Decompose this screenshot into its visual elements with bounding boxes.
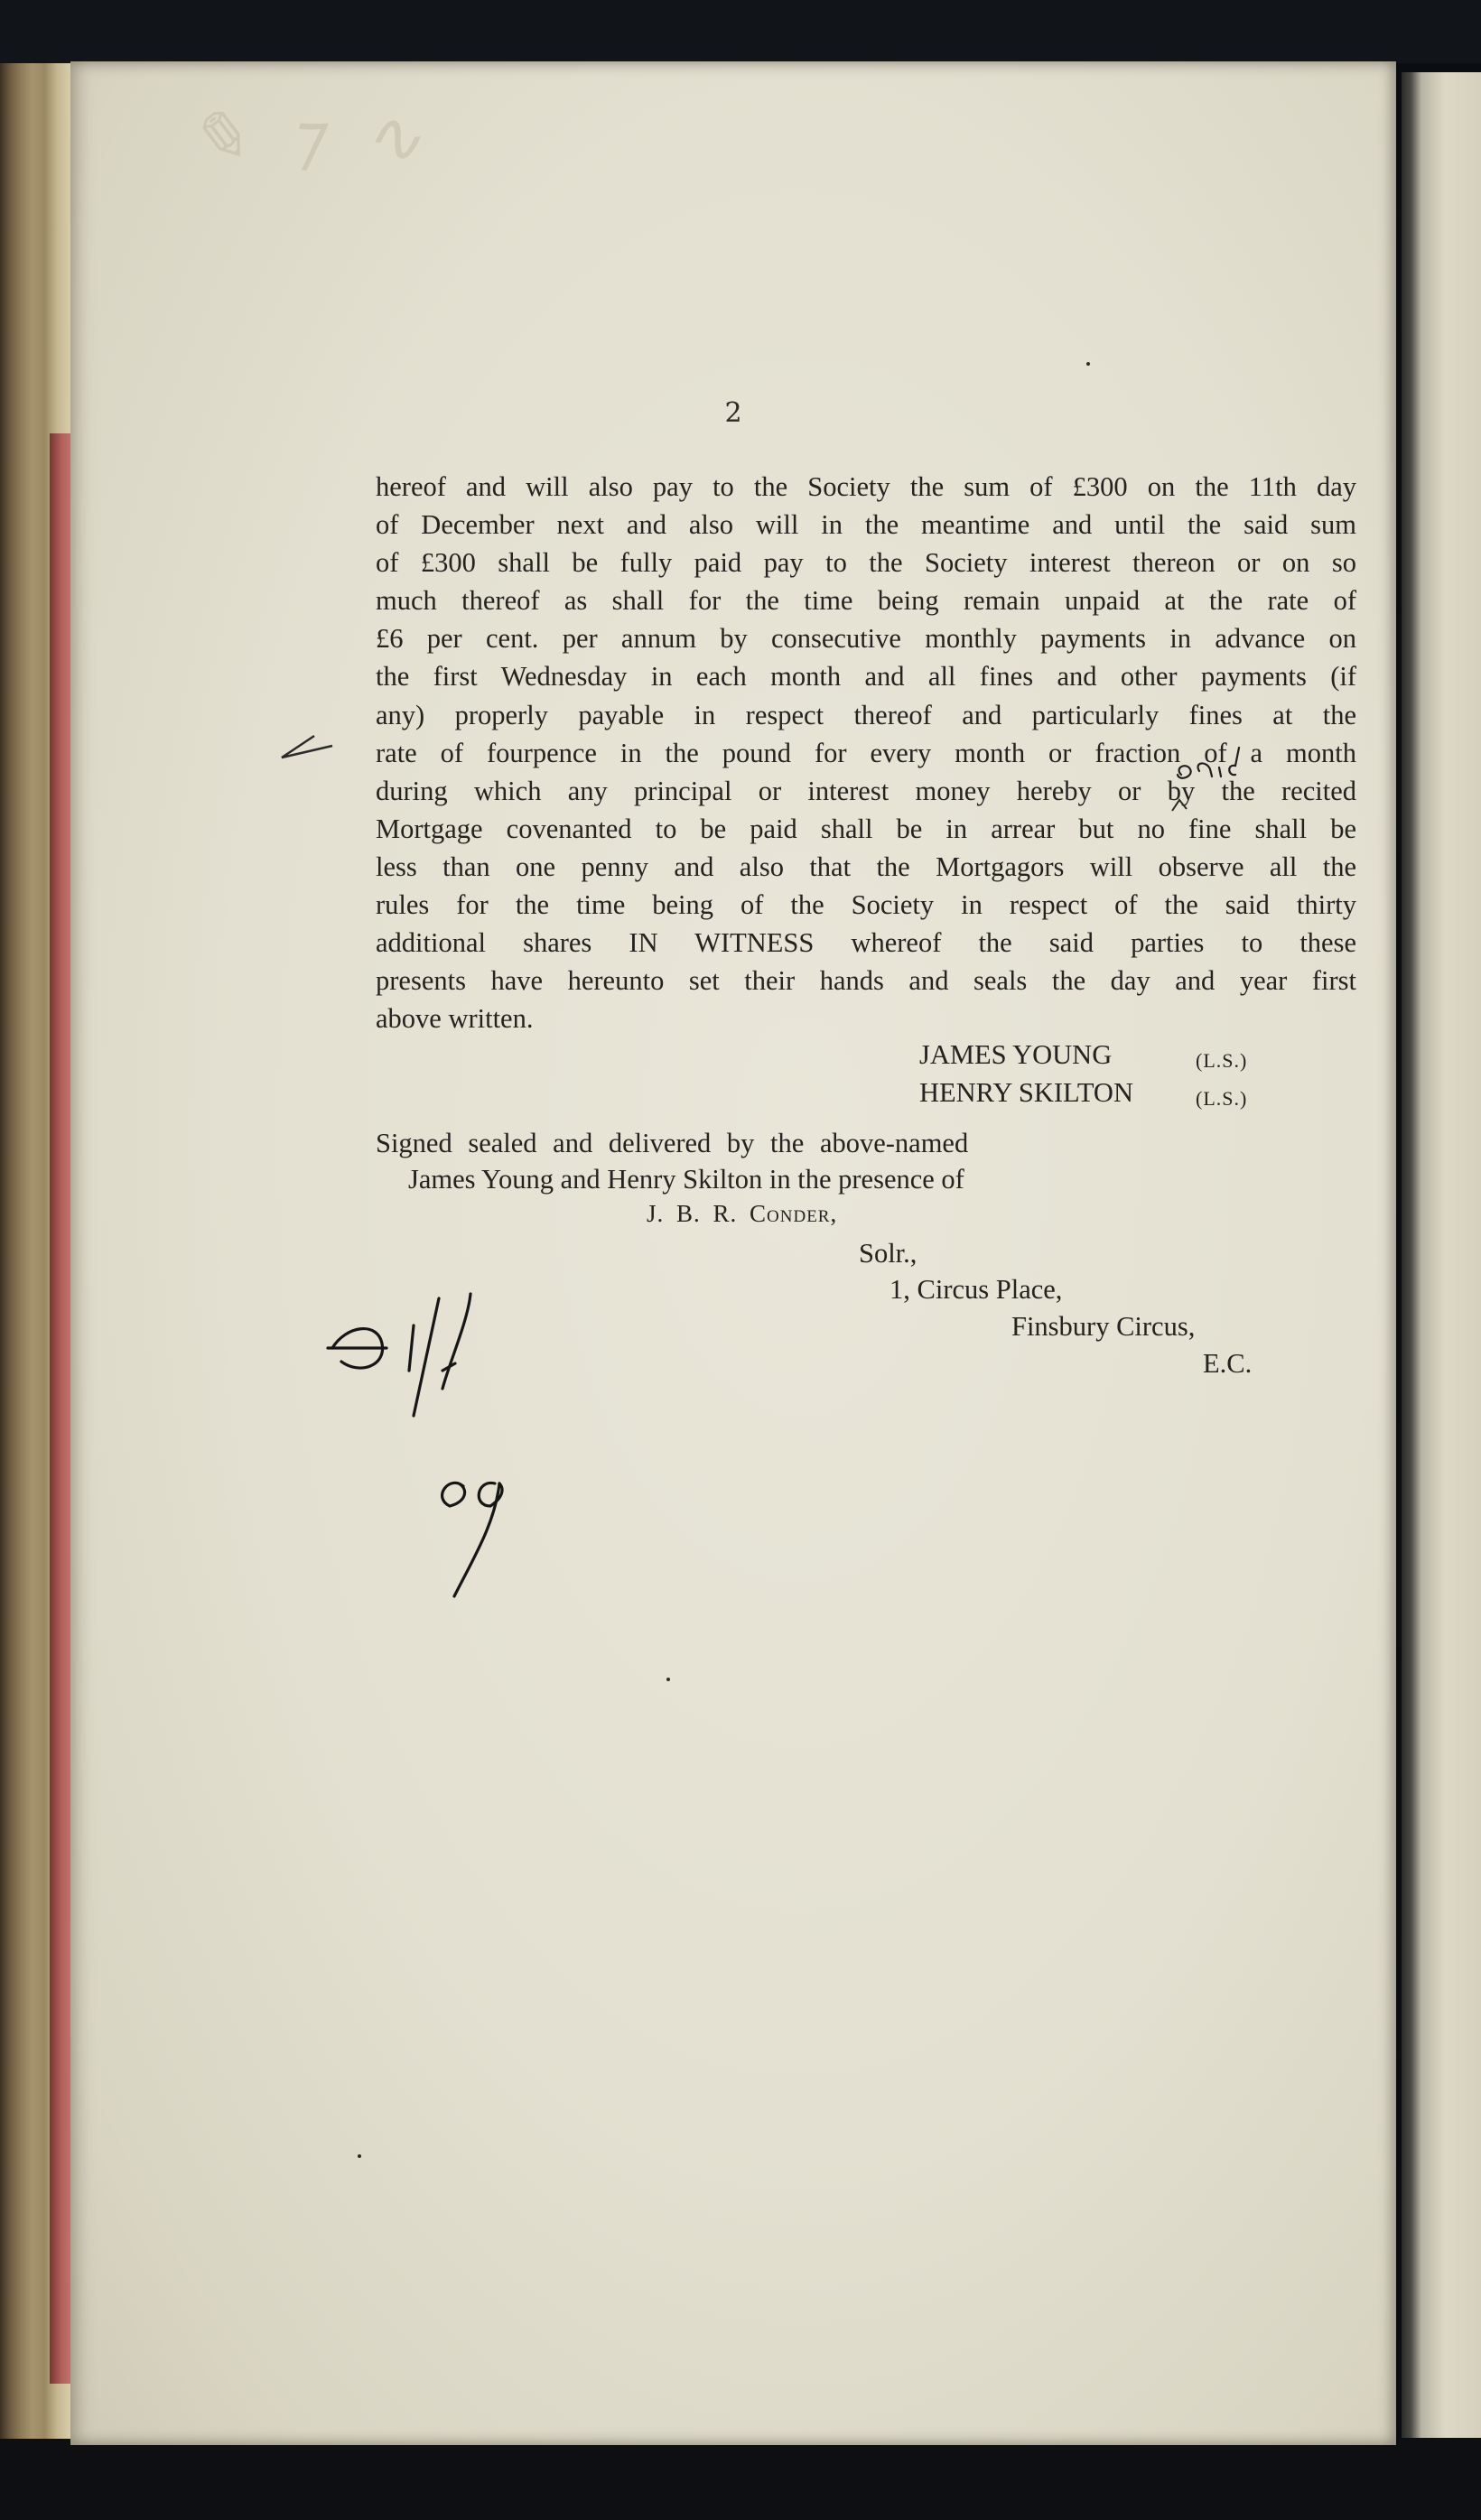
- scanner-background-bottom: [0, 2439, 1481, 2520]
- witness-address-3: E.C.: [1203, 1348, 1253, 1379]
- paper-speck: [1086, 362, 1090, 366]
- body-line: much thereof as shall for the time being remain unpaid at the rate of: [376, 585, 1356, 617]
- paper-speck: [358, 2154, 361, 2158]
- deed-body-text: [376, 468, 1356, 1037]
- body-line: rules for the time being of the Society in respect of the said thirty: [376, 889, 1356, 921]
- body-line: £6 per cent. per annum by consecutive monthly payments in advance on: [376, 623, 1356, 655]
- body-line: during which any principal or interest money hereby or by the recited: [376, 775, 1356, 806]
- signatory-henry-skilton: [919, 1077, 1133, 1109]
- witness-name: J. B. R. Conder,: [647, 1200, 838, 1227]
- facing-page-edge: [1402, 72, 1481, 2438]
- scanner-background-top: [0, 0, 1481, 63]
- seal-mark: (L.S.): [1196, 1049, 1248, 1072]
- body-line: less than one penny and also that the Mortgagors will observe all the: [376, 851, 1356, 882]
- signatory-name: HENRY SKILTON: [919, 1077, 1133, 1108]
- attestation-line-1: Signed sealed and delivered by the above-named: [376, 1128, 969, 1158]
- initials-signature: [328, 1294, 502, 1596]
- body-line: of December next and also will in the meantime and until the said sum: [376, 509, 1356, 541]
- attestation-line-2: James Young and Henry Skilton in the presence of: [408, 1164, 964, 1195]
- witness-address-1: 1, Circus Place,: [890, 1274, 1063, 1305]
- page-number: 2: [724, 397, 742, 429]
- margin-tick-mark: [282, 736, 332, 758]
- signatory-james-young: [919, 1039, 1112, 1071]
- body-line: any) properly payable in respect thereof and particularly fines at the: [376, 699, 1356, 730]
- body-line: rate of fourpence in the pound for every month or fraction of a month: [376, 737, 1356, 768]
- body-line: hereof and will also pay to the Society the sum of £300 on the 11th day: [376, 471, 1356, 502]
- seal-mark: (L.S.): [1196, 1087, 1248, 1110]
- witness-title: Solr.,: [859, 1238, 917, 1269]
- document-page: [70, 61, 1396, 2445]
- signatory-name: JAMES YOUNG: [919, 1039, 1113, 1070]
- body-line: Mortgage covenanted to be paid shall be in arrear but no fine shall be: [376, 813, 1356, 844]
- body-line: of £300 shall be fully paid pay to the Society interest thereon or on so: [376, 547, 1356, 579]
- body-line: presents have hereunto set their hands and seals the day and year first: [376, 965, 1356, 997]
- paper-speck: [666, 1678, 670, 1681]
- body-line: the first Wednesday in each month and all fines and other payments (if: [376, 661, 1356, 693]
- witness-address-2: Finsbury Circus,: [1011, 1311, 1196, 1342]
- faint-pencil-mark: ✎ ⁊ ∿: [188, 98, 432, 179]
- body-line: above written.: [376, 1003, 534, 1035]
- body-line: additional shares IN WITNESS whereof the said parties to these: [376, 927, 1356, 959]
